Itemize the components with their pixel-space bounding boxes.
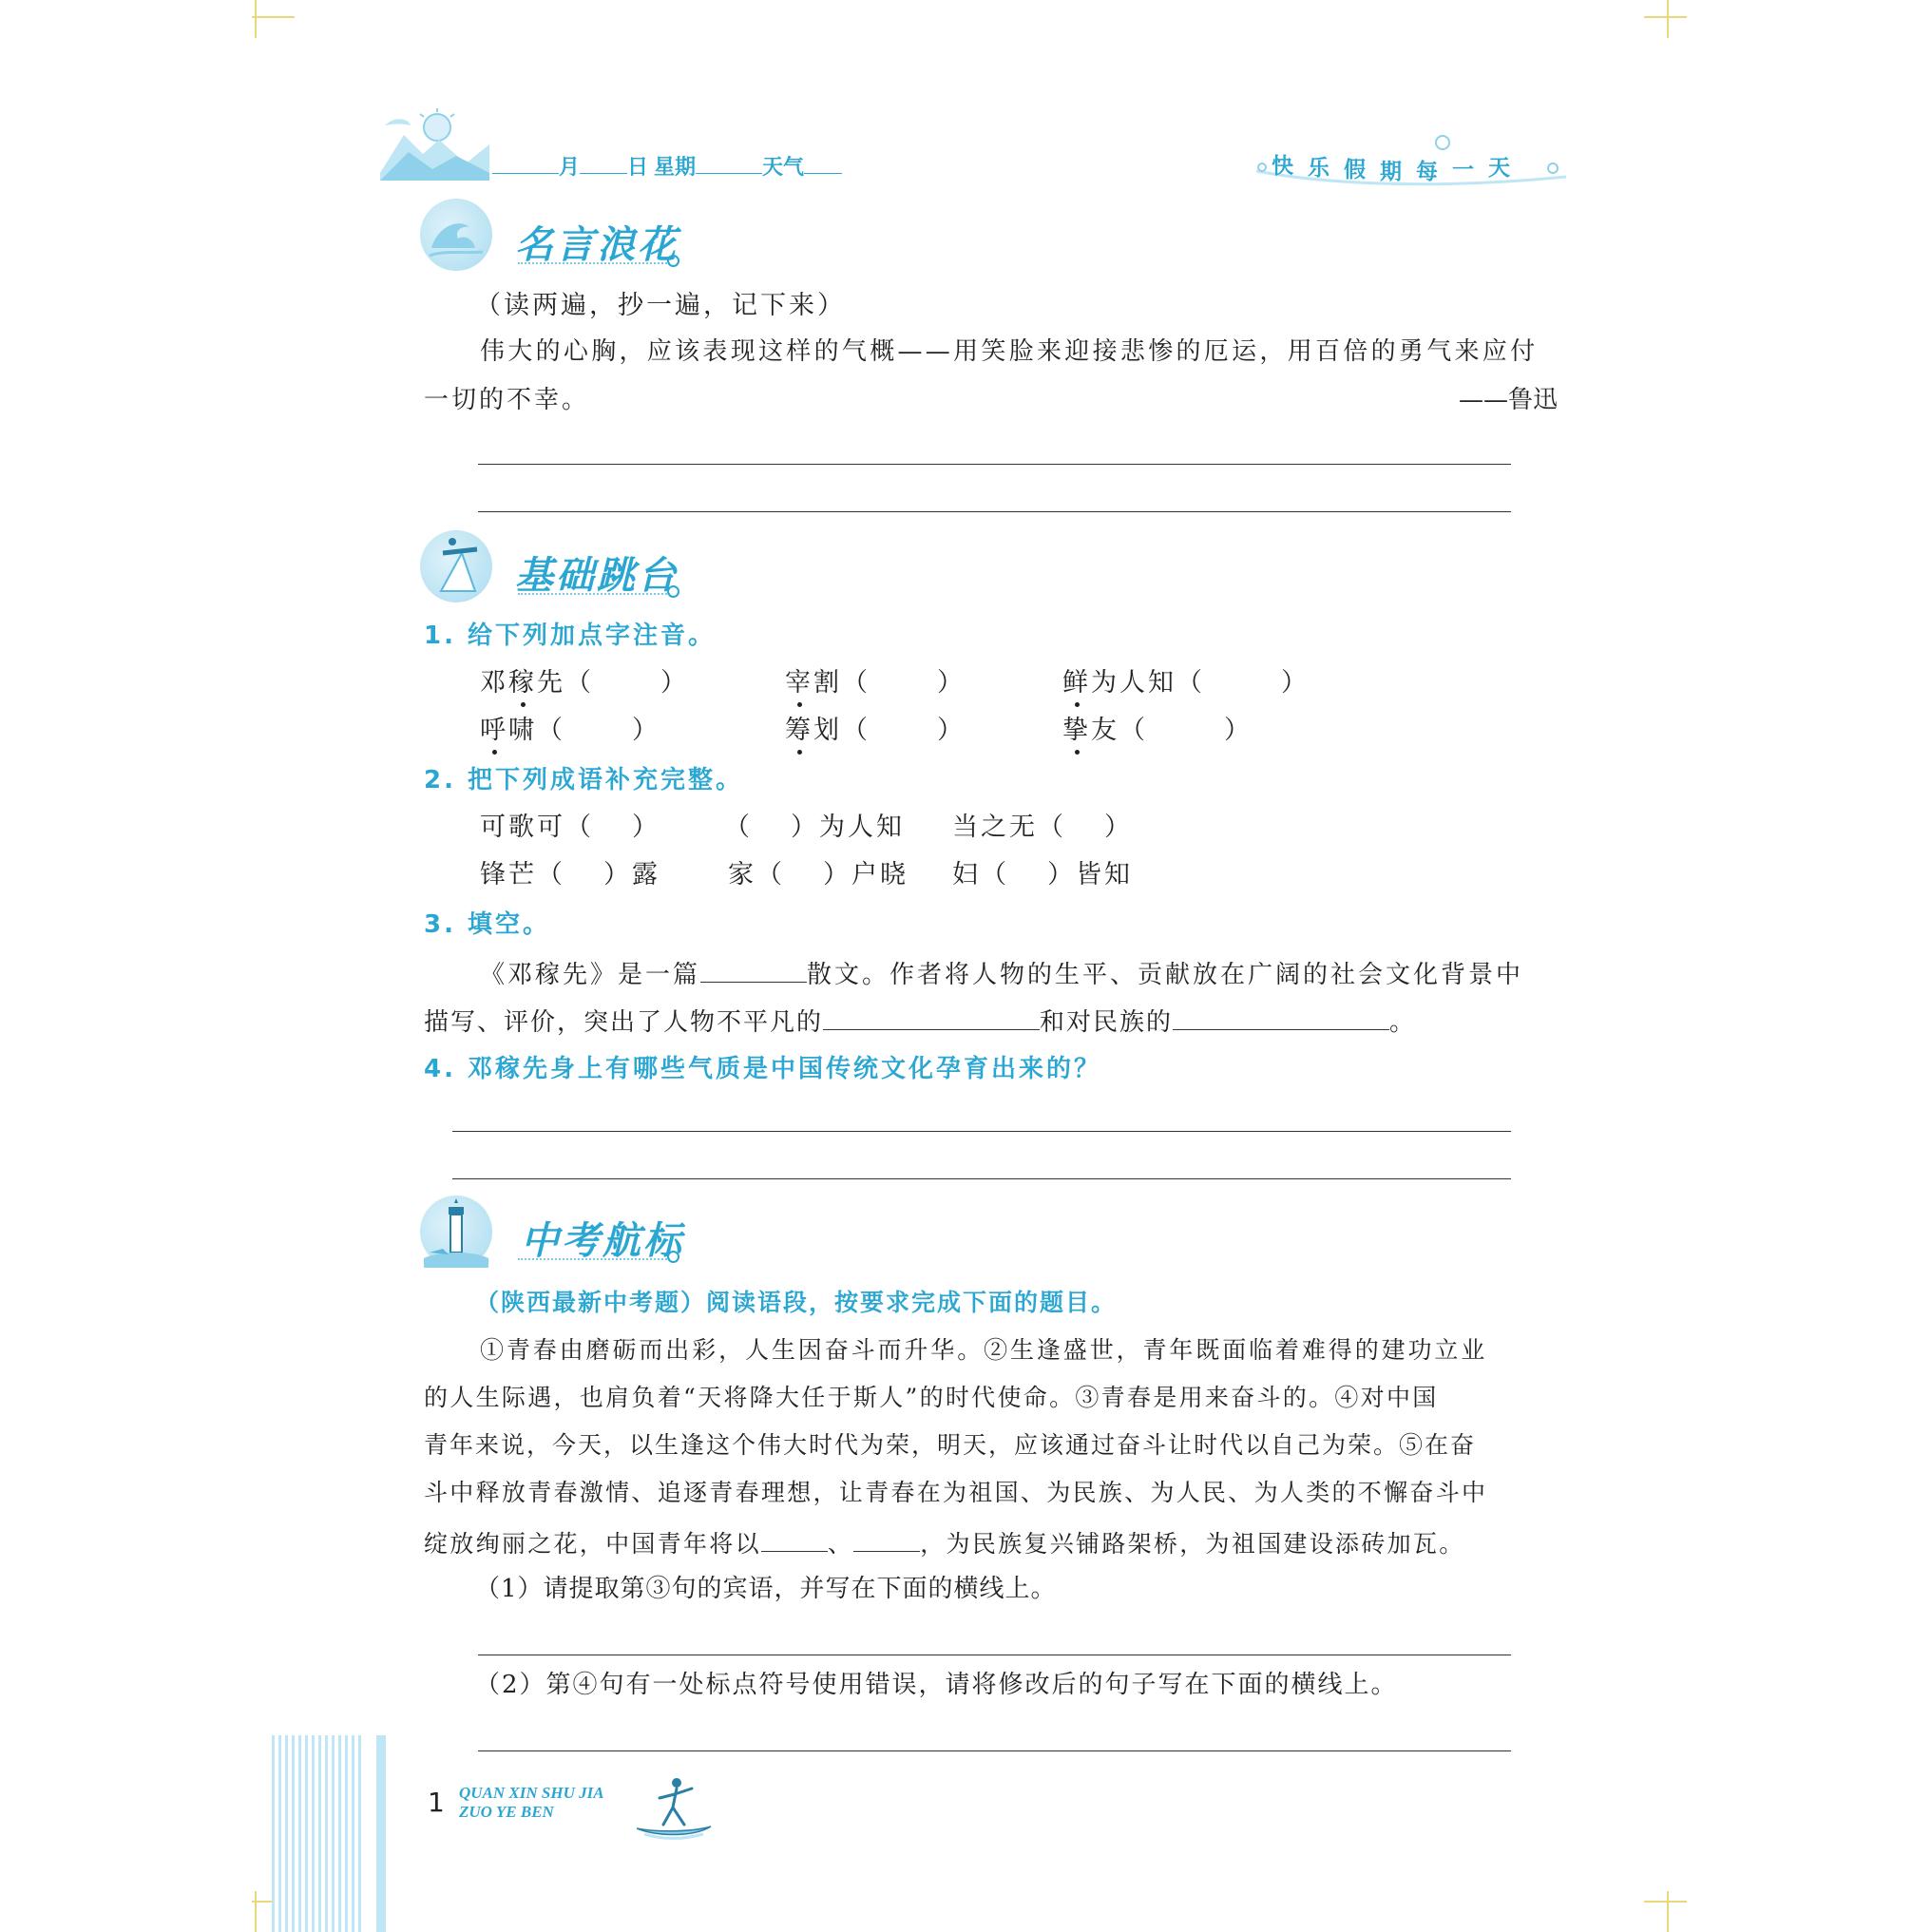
- q2-item-4: 锋芒（ ）露: [480, 860, 660, 889]
- reading-paragraph-line-5: 绽放绚丽之花，中国青年将以 、 ，为民族复兴铺路架桥，为祖国建设添砖加瓦。: [424, 1530, 1465, 1558]
- weather-label: 天气: [762, 156, 805, 180]
- q2-item-1: 可歌可（ ）: [480, 813, 660, 842]
- q1-item-5: 筹划（ ）: [785, 716, 966, 745]
- copy-line-1[interactable]: [478, 464, 1511, 465]
- q1-item-3: 鲜为人知（ ）: [1062, 668, 1310, 698]
- reading-paragraph-line-4: 斗中释放青春激情、追逐青春理想，让青春在为祖国、为民族、为人民、为人类的不懈奋斗中: [424, 1479, 1488, 1506]
- page-number: 1: [428, 1787, 445, 1818]
- crop-mark-bottom-right: [1667, 1891, 1669, 1932]
- footer-stripe-bar: [376, 1735, 386, 1932]
- crop-mark-top-right-h: [1644, 16, 1687, 18]
- slogan-char-2: 乐: [1308, 156, 1329, 181]
- section-title-jichu: 基础跳台: [515, 554, 679, 598]
- q3-blank-genre[interactable]: [700, 959, 807, 983]
- reading-paragraph-line-3: 青年来说，今天，以生逢这个伟大时代为荣，明天，应该通过奋斗让时代以自己为荣。⑤在奋: [424, 1431, 1477, 1459]
- reading-paragraph-line-2: 的人生际遇，也肩负着“天将降大任于斯人”的时代使命。③青春是用来奋斗的。④对中国: [424, 1384, 1439, 1411]
- day-label: 日: [627, 156, 649, 180]
- slogan-char-5: 每: [1416, 160, 1438, 184]
- q3-blank-2[interactable]: [1173, 1006, 1389, 1030]
- q1-title: 1. 给下列加点字注音。: [424, 622, 717, 650]
- header-landscape-illustration: [380, 106, 489, 181]
- reading-intro: （陕西最新中考题）阅读语段，按要求完成下面的题目。: [475, 1289, 1118, 1316]
- surfer-illustration: [635, 1773, 713, 1842]
- reading-blank-2[interactable]: [853, 1528, 920, 1552]
- week-label: 星期: [654, 156, 697, 180]
- crop-mark-bottom-left: [255, 1891, 257, 1932]
- mingyan-instruction: （读两遍，抄一遍，记下来）: [475, 291, 846, 320]
- footer-stripe-decoration: [272, 1735, 363, 1932]
- section-title-underline: [518, 1258, 670, 1260]
- reading-paragraph-line-1: ①青春由磨砺而出彩，人生因奋斗而升华。②生逢盛世，青年既面临着难得的建功立业: [480, 1336, 1488, 1364]
- date-line: [492, 150, 842, 179]
- reading-blank-1[interactable]: [761, 1528, 828, 1552]
- q1-item-6: 挚友（ ）: [1062, 716, 1253, 745]
- month-label: 月: [559, 156, 581, 180]
- q2-item-5: 家（ ）户晓: [728, 860, 909, 889]
- reading-sub-question-1: （1）请提取第③句的宾语，并写在下面的横线上。: [475, 1575, 1057, 1603]
- section-title-underline: [518, 262, 670, 264]
- slogan-char-7: 天: [1488, 156, 1510, 181]
- crop-mark-top-left: [255, 0, 257, 38]
- crop-mark-top-left-h: [252, 16, 295, 18]
- quote-line-2: 一切的不幸。: [424, 386, 590, 414]
- q4-title: 4. 邓稼先身上有哪些气质是中国传统文化孕育出来的？: [424, 1055, 1102, 1083]
- section-title-dot: [667, 255, 679, 267]
- footer-brand-line-2: ZUO YE BEN: [459, 1803, 554, 1821]
- header-slogan: [1253, 135, 1566, 192]
- q1-item-2: 宰割（ ）: [785, 668, 966, 698]
- q3-blank-1[interactable]: [823, 1006, 1040, 1030]
- slogan-char-1: 快: [1272, 154, 1293, 179]
- q3-line-2: 描写、评价，突出了人物不平凡的 和对民族的 。: [424, 1008, 1417, 1037]
- q2-item-2: （ ）为人知: [724, 813, 905, 842]
- q1-item-1: 邓稼先（ ）: [480, 668, 689, 698]
- q1-item-4: 呼啸（ ）: [480, 716, 660, 745]
- slogan-char-6: 一: [1452, 158, 1474, 182]
- q3-line-1: 《邓稼先》是一篇 散文。作者将人物的生平、贡献放在广阔的社会文化背景中: [480, 961, 1524, 989]
- quote-line-1: 伟大的心胸，应该表现这样的气概——用笑脸来迎接悲惨的厄运，用百倍的勇气来应付: [480, 337, 1539, 366]
- section-title-underline: [518, 593, 670, 595]
- q2-title: 2. 把下列成语补充完整。: [424, 766, 744, 794]
- quote-author: ——鲁迅: [1459, 386, 1559, 414]
- q2-item-6: 妇（ ）皆知: [952, 860, 1133, 889]
- q3-title: 3. 填空。: [424, 910, 551, 939]
- crop-mark-top-right: [1667, 0, 1669, 38]
- slogan-char-4: 期: [1380, 160, 1402, 184]
- slogan-char-3: 假: [1344, 158, 1366, 182]
- lighthouse-icon: [420, 1196, 492, 1268]
- q2-item-3: 当之无（ ）: [952, 813, 1133, 842]
- section-title-dot: [667, 1251, 679, 1263]
- reading-sub-question-2: （2）第④句有一处标点符号使用错误，请将修改后的句子写在下面的横线上。: [475, 1671, 1398, 1699]
- q4-answer-line-2[interactable]: [452, 1178, 1511, 1179]
- sub2-answer-line[interactable]: [478, 1750, 1511, 1751]
- diving-platform-icon: [420, 530, 492, 603]
- section-title-dot: [667, 585, 679, 598]
- copy-line-2[interactable]: [478, 511, 1511, 512]
- footer-brand-line-1: QUAN XIN SHU JIA: [459, 1784, 604, 1802]
- wave-icon: [420, 199, 492, 271]
- section-title-zhongkao: 中考航标: [521, 1219, 684, 1263]
- section-title-mingyan: 名言浪花: [515, 223, 679, 267]
- q4-answer-line-1[interactable]: [452, 1131, 1511, 1132]
- crop-mark-bottom-right-h: [1644, 1901, 1687, 1903]
